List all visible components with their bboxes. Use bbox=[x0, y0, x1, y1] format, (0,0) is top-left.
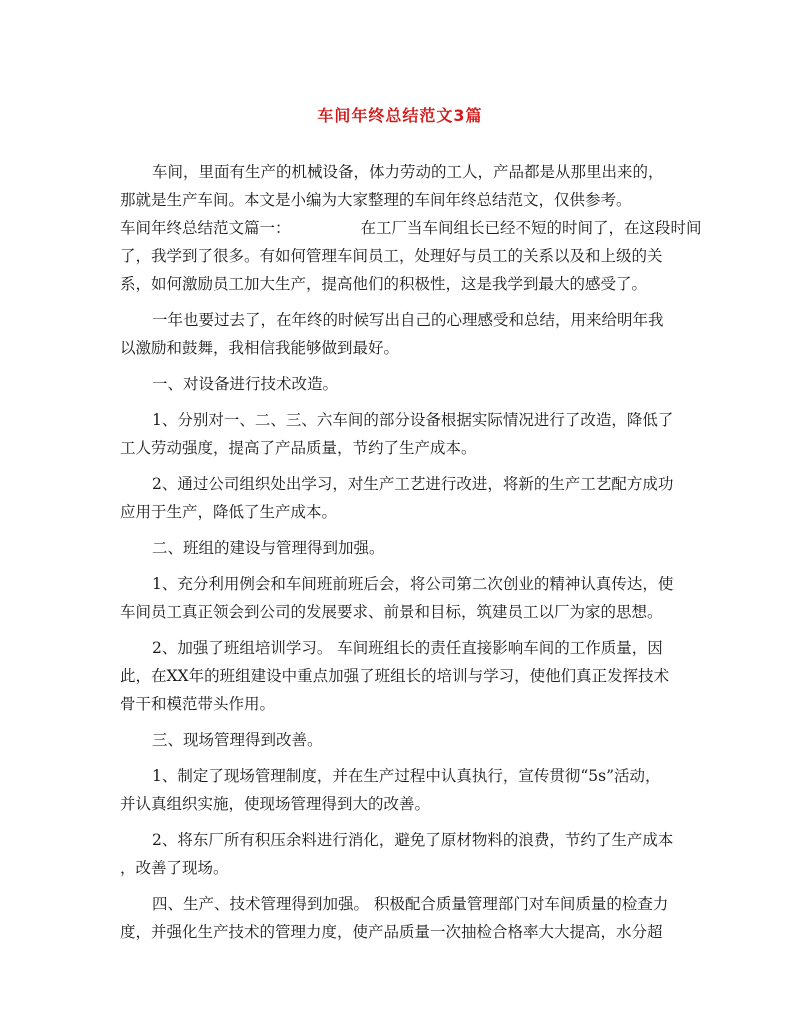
paragraph-line: 工人劳动强度，提高了产品质量，节约了生产成本。 bbox=[120, 439, 477, 457]
paragraph-line: ，改善了现场。 bbox=[120, 859, 229, 877]
paragraph-line: 2、加强了班组培训学习。 车间班组长的责任直接影响车间的工作质量，因 bbox=[152, 639, 663, 657]
paragraph-line: 1、制定了现场管理制度，并在生产过程中认真执行，宣传贯彻“5s”活动， bbox=[152, 767, 661, 785]
section-heading: 三、现场管理得到改善。 bbox=[152, 731, 323, 749]
section-heading: 一、对设备进行技术改造。 bbox=[152, 375, 339, 393]
paragraph-line: 1、分别对一、二、三、六车间的部分设备根据实际情况进行了改造，降低了 bbox=[152, 411, 674, 429]
paragraph-text: 在工厂当车间组长已经不短的时间了，在这段时间 bbox=[360, 219, 702, 237]
paragraph-line: 以激励和鼓舞，我相信我能够做到最好。 bbox=[120, 339, 400, 357]
paragraph-line: 并认真组织实施，使现场管理得到大的改善。 bbox=[120, 795, 431, 813]
section-heading: 四、生产、技术管理得到加强。 积极配合质量管理部门对车间质量的检查力 bbox=[152, 895, 669, 913]
paragraph-line: 应用于生产，降低了生产成本。 bbox=[120, 503, 338, 521]
paragraph-line: 系，如何激励员工加大生产，提高他们的积极性，这是我学到最大的感受了。 bbox=[120, 275, 648, 293]
paragraph-line: 车间员工真正领会到公司的发展要求、前景和目标，筑建员工以厂为家的思想。 bbox=[120, 603, 663, 621]
paragraph-line: 一年也要过去了，在年终的时候写出自己的心理感受和总结，用来给明年我 bbox=[152, 311, 664, 329]
document-title: 车间年终总结范文3篇 bbox=[317, 106, 483, 125]
paragraph-line: 此，在XX年的班组建设中重点加强了班组长的培训与学习，使他们真正发挥技术 bbox=[120, 667, 670, 685]
paragraph-line: 车间，里面有生产的机械设备，体力劳动的工人，产品都是从那里出来的， bbox=[152, 163, 664, 181]
paragraph-line: 2、通过公司组织处出学习，对生产工艺进行改进，将新的生产工艺配方成功 bbox=[152, 475, 674, 493]
section-heading: 二、班组的建设与管理得到加强。 bbox=[152, 539, 385, 557]
article-label: 车间年终总结范文篇一： bbox=[120, 219, 291, 237]
paragraph-line: 骨干和模范带头作用。 bbox=[120, 695, 276, 713]
paragraph-line: 2、将东厂所有积压余料进行消化，避免了原材物料的浪费，节约了生产成本 bbox=[152, 831, 674, 849]
paragraph-line: 那就是生产车间。本文是小编为大家整理的车间年终总结范文，仅供参考。 bbox=[120, 191, 632, 209]
document-body bbox=[120, 158, 702, 946]
paragraph-line: 1、充分利用例会和车间班前班后会，将公司第二次创业的精神认真传达，使 bbox=[152, 575, 674, 593]
paragraph-line: 度，并强化生产技术的管理力度，使产品质量一次抽检合格率大大提高，水分超 bbox=[120, 923, 663, 941]
paragraph-line: 了，我学到了很多。有如何管理车间员工，处理好与员工的关系以及和上级的关 bbox=[120, 247, 663, 265]
article-heading-line bbox=[120, 214, 702, 242]
